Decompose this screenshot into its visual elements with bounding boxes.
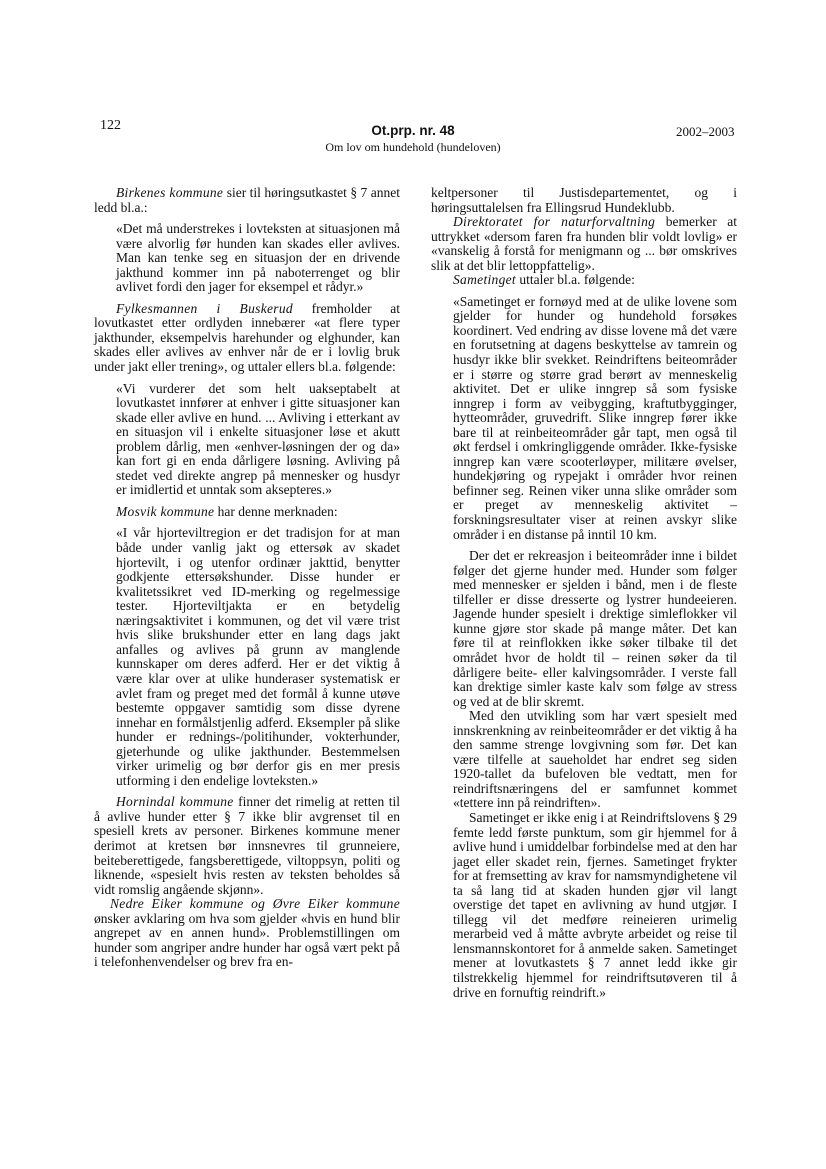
paragraph-text: sier til høringsutkastet § 7 annet ledd bl.a.:: [94, 185, 401, 215]
cited-source: Hornindal kommune: [116, 794, 234, 810]
paragraph-text: fremholder at lovutkastet etter ordlyden innebærer «at flere typer jakthunder, eksempelvis harehunder og elghunder, kan skades eller avlives av enhver når de er i lovlig bruk under jakt eller trening», og uttaler ellers bl.a. følgende:: [94, 300, 401, 375]
cited-source: Fylkesmannen i Buskerud: [116, 300, 293, 316]
paragraph-text: «Det må understrekes i lovteksten at situasjonen må være alvorlig før hunden kan skades eller avlives. Man kan tenke seg en situasjon der en drivende jakthund kommer inn på naboterrenget og blir avlivet fordi den jager for eksempel et rådyr.»: [116, 221, 400, 295]
paragraph-text: ønsker avklaring om hva som gjelder «hvis en hund blir angrepet av en annen hund». Problemstillingen om hunder som angriper andre hunder har også vært pekt på i telefonhenvendelser og brev fra en-: [94, 910, 400, 970]
paragraph-text: uttaler bl.a. følgende:: [516, 272, 635, 288]
paragraph: [431, 186, 737, 215]
paragraph-text: finner det rimelig at retten til å avlive hunder etter § 7 ikke blir avgrenset til en spesiell krets av personer. Birkenes kommune mener derimot at kretsen bør innsnevres til grunneiere, beiteberettigede, fangsberettigede, viltoppsyn, politi og liknende, «spesielt hvis resten av teksten beholdes så vidt romslig angående skjønn».: [94, 794, 400, 897]
paragraph-text: «I vår hjorteviltregion er det tradisjon for at man både under vanlig jakt og ettersøk av skadet hjortevilt, i og utenfor ordinær jakttid, benytter godkjente ettersøkshunder. Disse hunder er kvalitetssikret ved ID-merking og regelmessige tester. Hjorteviltjakta er en betydelig næringsaktivitet i kommunen, og det vil være trist hvis slike brukshunder etter en lang dags jakt anfalles og avlives på grunn av manglende kunnskaper om deres adferd. Her er det viktig å være klar over at ulike hunderaser systematisk er avlet fram og preget med det formål å kunne utøve bestemte oppgaver samtidig som disse dyrene innehar en formålstjenlig adferd. Eksempler på slike hunder er rednings-/politihunder, vokterhunder, gjeterhunde og ulike jakthunder. Bestemmelsen virker urimelig og bør derfor gis en mer presis utforming i den endelige lovteksten.»: [116, 525, 400, 788]
paragraph-text: har denne merknaden:: [214, 503, 338, 519]
paragraph-text: Der det er rekreasjon i beiteområder inne i bildet følger det gjerne hunder med. Hunder som følger med mennesker er sjelden i bånd, men i de fleste tilfeller er disse dresserte og lystrer hundeeieren. Jagende hunder spesielt i drektige simleflokker vil kunne gjøre stor skade på mange måter. Det kan føre til at reinflokken ikke søker tilbake til det området hvor de holdt til – reinen søker da til dårligere beite- eller kalvingsområder. I verste fall kan drektige simler kaste kalv som følge av stress og ved at de blir skremt.: [453, 548, 737, 709]
paragraph-text: Sametinget er ikke enig i at Reindriftslovens § 29 femte ledd første punktum, som gir hjemmel for å avlive hund i umiddelbar forbindelse med at den har jaget eller skadet rein, fjernes. Sametinget frykter for at fremsetting av krav for namsmyndighetene vil ta så lang tid at skaden hunden gjør vil langt overstige det tapet en avlivning av hund utgjør. I tillegg vil det medføre reineieren urimelig merarbeid ved å måtte avbryte arbeidet og reise til lensmannskontoret for å anmelde saken. Sametinget mener at lovutkastets § 7 annet ledd ikke gir tilstrekkelig hjemmel for reindriftsutøveren til å drive en fornuftig reindrift.»: [453, 809, 737, 1000]
paragraph-text: keltpersoner til Justisdepartementet, og i høringsuttalelsen fra Ellingsrud Hundeklubb.: [431, 185, 737, 215]
paragraph-text: «Sametinget er fornøyd med at de ulike lovene som gjelder for hunder og hundehold forsøkes koordinert. Ved endring av disse lovene må det være en forutsetning at dagens beskyttelse av tamrein og husdyr ikke blir svekket. Reindriftens beiteområder er i større og større grad berørt av menneskelig aktivitet. Det er ulike inngrep så som fysiske inngrep i form av veibygging, kraftutbygginger, hytteområder, gruvedrift. Slike inngrep fører ikke bare til at reinbeiteområder går tapt, men også til økt ferdsel i omkringliggende områder. Ikke-fysiske inngrep kan være scooterløyper, militære øvelser, hundekjøring og rypejakt i områder hvor reinen befinner seg. Reinen viker unna slike områder som er preget av menneskelig aktivitet – forskningsresultater viser at reinen avskyr slike områder i en distanse på inntil 10 km.: [453, 293, 737, 542]
paragraph: [116, 382, 400, 498]
cited-source: Nedre Eiker kommune og Øvre Eiker kommune: [110, 896, 400, 912]
paragraph: [116, 526, 400, 788]
paragraph: [94, 302, 400, 375]
paragraph: [94, 505, 400, 520]
paragraph-text: «Vi vurderer det som helt uakseptabelt at lovutkastet innfører at enhver i gitte situasjoner kan skade eller avlive en hund. ... Avliving i etterkant av en situasjon vil i enkelte situasjoner løse et akutt problem dårlig, men «enhver-løsningen der og da» kan fort gi en enda dårligere løsning. Avliving på stedet ved direkte angrep på mennesker og husdyr er imidlertid et unntak som aksepteres.»: [116, 380, 400, 498]
paragraph-text: bemerker at uttrykket «dersom faren fra hunden blir voldt lovlig» er «vanskelig å forstå for menigmann og ... bør omskrives slik at det blir lettoppfattelig».: [431, 214, 737, 273]
page-number: 122: [100, 118, 121, 133]
paragraph: [453, 549, 737, 709]
paragraph: [116, 222, 400, 295]
right-column: [431, 186, 737, 1000]
paragraph: [453, 709, 737, 811]
left-column: [94, 186, 400, 970]
cited-source: Mosvik kommune: [116, 503, 215, 519]
paragraph: [431, 215, 737, 273]
document-title: Ot.prp. nr. 48: [371, 123, 455, 138]
paragraph: [94, 795, 400, 897]
paragraph: [94, 186, 400, 215]
document-subtitle: Om lov om hundehold (hundeloven): [325, 140, 501, 154]
paragraph-text: Med den utvikling som har vært spesielt med innskrenkning av reinbeiteområder er det viktig å ha den samme strenge lovgivning som før. Det kan være tilfelle at saueholdet har endret seg siden 1920-tallet da bufeloven ble vedtatt, men for reindriftsnæringens del er samfunnet kommet «tettere inn på reindriften».: [453, 708, 737, 811]
cited-source: Birkenes kommune: [116, 185, 224, 200]
paragraph: [453, 295, 737, 542]
paragraph: [431, 273, 737, 288]
paragraph: [453, 811, 737, 1000]
session-year: 2002–2003: [676, 124, 735, 139]
paragraph: [94, 897, 400, 970]
cited-source: Direktoratet for naturforvaltning: [453, 214, 656, 230]
cited-source: Sametinget: [453, 272, 516, 288]
